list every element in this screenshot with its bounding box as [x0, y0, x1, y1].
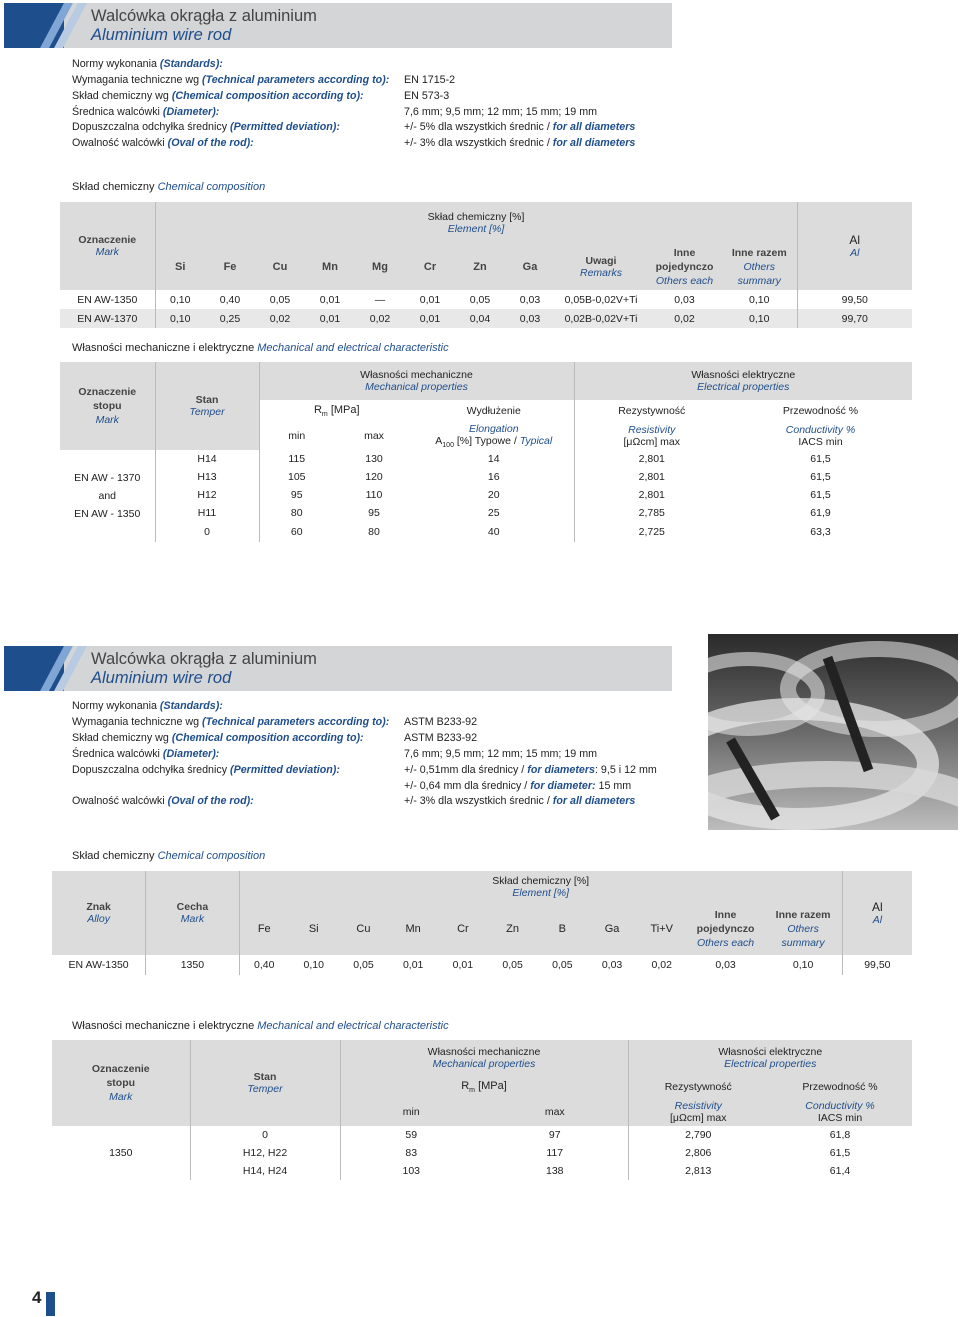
cell: 14 [414, 450, 574, 468]
table-row [60, 290, 912, 309]
cell: 61,8 [829, 1129, 851, 1141]
table-row [52, 1126, 912, 1144]
spec-diameter-value: 7,6 mm; 9,5 mm; 12 mm; 15 mm; 19 mm [404, 748, 598, 760]
cell: 0 [190, 1126, 340, 1144]
cell: 61,5 [810, 471, 831, 483]
table-row [52, 955, 912, 975]
element-header: Fe [257, 923, 271, 935]
page-title-en: Aluminium wire rod [91, 669, 232, 687]
cell: 0,04 [469, 312, 491, 325]
cell: 0,02B-0,02V+Ti [564, 312, 638, 325]
others-each-header: Inne pojedynczo Others each [655, 247, 714, 287]
table-row [60, 468, 912, 486]
chem-table-1 [60, 202, 912, 328]
cell: 61,9 [810, 507, 831, 519]
cell: — [374, 293, 386, 306]
cell: EN AW-1350 [68, 959, 129, 971]
cell: 61,5 [829, 1147, 851, 1159]
cell: H11 [155, 504, 259, 522]
cell: H12 [155, 486, 259, 504]
element-header: Cr [457, 923, 469, 935]
table-row [60, 504, 912, 522]
cell: 0,10 [792, 959, 814, 971]
element-header: Mg [372, 261, 388, 273]
cell: 2,801 [638, 453, 665, 465]
cell: 80 [290, 507, 303, 519]
spec-oval-value: +/- 3% dla wszystkich średnic / for all diameters [404, 795, 636, 807]
alloy-cell: EN AW - 1370 and EN AW - 1350 [60, 450, 155, 542]
cell: 2,813 [685, 1165, 712, 1177]
element-header: Si [308, 923, 319, 935]
cell: 95 [368, 507, 380, 519]
page-title-pl: Walcówka okrągła z aluminium [91, 7, 317, 25]
spec-diameter: Średnica walcówki (Diameter): [72, 106, 220, 118]
elongation-unit: Elongation $A_{100}$ [%] Typowe / Typical [414, 422, 574, 450]
temper-header: Stan Temper [190, 1040, 340, 1126]
section-heading-mech: Własności mechaniczne i elektryczne Mechanical and electrical characteristic [72, 342, 449, 354]
element-header: B [558, 923, 566, 935]
spec-chemical-value: EN 573-3 [404, 90, 450, 102]
cell: 0,03 [674, 293, 695, 306]
elongation-header: Wydłużenie [414, 400, 574, 422]
page-title-pl: Walcówka okrągła z aluminium [91, 650, 317, 668]
conductivity-unit: Conductivity % IACS min [785, 424, 856, 448]
spec-deviation-value: +/- 5% dla wszystkich średnic / for all diameters [404, 121, 636, 133]
element-header: Cr [423, 261, 437, 273]
element-header: Cu [356, 923, 371, 935]
cell: 97 [482, 1126, 628, 1144]
cell: 60 [290, 526, 303, 538]
cell: 138 [482, 1162, 628, 1180]
spec-standards: Normy wykonania (Standards): [72, 700, 223, 712]
alloy-mark-header: Oznaczenie stopu Mark [52, 1040, 190, 1126]
mech-table-2 [52, 1040, 912, 1180]
cell: 61,5 [810, 489, 831, 501]
spec-oval: Owalność walcówki (Oval of the rod): [72, 795, 254, 807]
cell: 0,01 [419, 293, 441, 306]
cell: 16 [414, 468, 574, 486]
remarks-header: Uwagi Remarks [579, 255, 622, 279]
mark-header: Oznaczenie Mark [60, 202, 155, 290]
spec-chemical: Skład chemiczny wg (Chemical composition according to): [72, 732, 364, 744]
cell: H13 [155, 468, 259, 486]
cell: 0,05 [469, 293, 491, 306]
cell: 0,05 [353, 959, 374, 971]
cell: EN AW-1370 [77, 312, 138, 325]
cell: 99,50 [842, 955, 912, 975]
element-header: Mn [405, 923, 421, 935]
cell: 40 [414, 522, 574, 542]
conductivity-header: Przewodność % [782, 405, 859, 417]
temper-header: Stan Temper [155, 362, 259, 450]
cell: 0,01 [452, 959, 474, 971]
page-title-en: Aluminium wire rod [91, 26, 232, 44]
spec-chemical: Skład chemiczny wg (Chemical composition according to): [72, 90, 364, 102]
al-header: Al Al [797, 202, 912, 290]
table-row [60, 486, 912, 504]
spec-chemical-value: ASTM B233-92 [404, 732, 478, 744]
cell: 2,790 [685, 1129, 712, 1141]
cell: 59 [405, 1129, 418, 1141]
elec-props-header: Własności elektryczne Electrical properties [691, 369, 796, 393]
resistivity-header: Rezystywność [664, 1081, 732, 1093]
cell: 2,801 [638, 471, 665, 483]
max-header: max [482, 1098, 628, 1126]
element-group-header: Skład chemiczny [%] Element [%] [492, 875, 590, 899]
cell: 0,01 [419, 312, 441, 325]
spec-standards: Normy wykonania (Standards): [72, 58, 223, 70]
others-sum-header: Inne razem Others summary [775, 909, 831, 949]
cell: 2,801 [638, 489, 665, 501]
cell: 80 [368, 526, 380, 538]
resistivity-unit: Resistivity [μΩcm] max [623, 424, 680, 448]
spec-diameter-value: 7,6 mm; 9,5 mm; 12 mm; 15 mm; 19 mm [404, 106, 598, 118]
cell: 0,10 [303, 959, 324, 971]
table-row [60, 450, 912, 468]
cell: 61,5 [810, 453, 831, 465]
title-band [4, 3, 672, 48]
cell: 0,10 [155, 290, 205, 309]
element-header: Zn [473, 261, 487, 273]
cell: 25 [414, 504, 574, 522]
spec-diameter: Średnica walcówki (Diameter): [72, 748, 220, 760]
cell: 0,40 [239, 955, 289, 975]
element-header: Cu [272, 261, 288, 273]
cell: 103 [402, 1165, 421, 1177]
element-header: Ga [522, 261, 538, 273]
cell: H14 [155, 450, 259, 468]
cell: 0,25 [219, 312, 241, 325]
cell: 99,50 [797, 290, 912, 309]
element-header: Ti+V [650, 923, 674, 935]
cell: 0,03 [601, 959, 623, 971]
spec-deviation: Dopuszczalna odchyłka średnicy (Permitted deviation): [72, 764, 340, 776]
spec-technical: Wymagania techniczne wg (Technical parameters according to): [72, 74, 390, 86]
conductivity-header: Przewodność % [802, 1081, 878, 1093]
cell: 0,03 [519, 312, 541, 325]
spec-deviation: Dopuszczalna odchyłka średnicy (Permitted deviation): [72, 121, 340, 133]
cell: EN AW-1350 [77, 293, 138, 306]
rm-header: $R_m$ [MPa] [313, 403, 360, 419]
cell: 0,02 [674, 312, 695, 325]
cell: 0,10 [749, 312, 770, 325]
others-each-header: Inne pojedynczo Others each [696, 909, 755, 949]
cell: 0,02 [651, 959, 672, 971]
element-header: Si [175, 261, 186, 273]
max-header: max [364, 430, 384, 442]
cell: H14, H24 [190, 1162, 340, 1180]
cell: 110 [365, 489, 383, 501]
cell: 95 [290, 489, 303, 501]
cell: 61,4 [829, 1165, 851, 1177]
page-number-bar [46, 1292, 55, 1316]
spec-oval-value: +/- 3% dla wszystkich średnic / for all diameters [404, 137, 636, 149]
cell: 0,01 [319, 293, 341, 306]
spec-deviation-value: +/- 0,51mm dla średnicy / for diameters: 9,5 i 12 mm [404, 764, 657, 776]
cell: 0 [155, 522, 259, 542]
resistivity-header: Rezystywność [618, 405, 686, 417]
cell: 99,70 [797, 309, 912, 328]
cell: 63,3 [810, 526, 831, 538]
spec-deviation-value-2: +/- 0,64 mm dla średnicy / for diameter: 15 mm [404, 780, 632, 792]
element-header: Fe [223, 261, 237, 273]
cell: 0,02 [369, 312, 391, 325]
cell: 0,03 [519, 293, 541, 306]
cell: H12, H22 [190, 1144, 340, 1162]
cell: 0,10 [155, 309, 205, 328]
cell: 0,05B-0,02V+Ti [564, 293, 638, 306]
table-row [60, 522, 912, 542]
alloy-mark-header: Oznaczenie stopu Mark [60, 362, 155, 450]
spec-technical-value: EN 1715-2 [404, 74, 456, 86]
cell: 0,01 [402, 959, 424, 971]
cell: 115 [288, 453, 306, 465]
min-header: min [288, 430, 306, 442]
mech-table-1 [60, 362, 912, 542]
cell: 0,03 [715, 959, 736, 971]
cell: 0,10 [749, 293, 770, 306]
cell: 130 [365, 453, 383, 465]
element-header: Ga [604, 923, 620, 935]
spec-technical-value: ASTM B233-92 [404, 716, 478, 728]
cell: 0,05 [552, 959, 573, 971]
section-heading-mech: Własności mechaniczne i elektryczne Mechanical and electrical characteristic [72, 1020, 449, 1032]
others-sum-header: Inne razem Others summary [731, 247, 787, 287]
conductivity-unit: Conductivity % IACS min [805, 1100, 875, 1124]
mech-props-header: Własności mechaniczne Mechanical properties [259, 362, 574, 400]
wire-coils-photo [708, 634, 958, 830]
alloy-header: Znak Alloy [52, 871, 146, 955]
cell: 0,01 [319, 312, 341, 325]
mark-header: Cecha Mark [146, 871, 239, 955]
cell: 0,05 [269, 293, 291, 306]
spec-oval: Owalność walcówki (Oval of the rod): [72, 137, 254, 149]
resistivity-unit: Resistivity [μΩcm] max [670, 1100, 727, 1124]
cell: 1350 [146, 955, 239, 975]
cell: 20 [414, 486, 574, 504]
cell: 2,725 [638, 526, 665, 538]
min-header: min [402, 1106, 420, 1118]
alloy-cell: 1350 [52, 1126, 190, 1180]
rm-header: $R_m$ [MPa] [340, 1076, 628, 1098]
element-header: Mn [322, 261, 338, 273]
cell: 105 [287, 471, 306, 483]
mech-props-header: Własności mechaniczne Mechanical properties [340, 1040, 628, 1076]
table-row [60, 309, 912, 328]
chem-table-2 [52, 871, 912, 975]
elec-props-header: Własności elektryczne Electrical properties [718, 1046, 823, 1070]
section-heading-chem: Skład chemiczny Chemical composition [72, 850, 266, 862]
cell: 0,40 [219, 293, 241, 306]
element-header: Zn [506, 923, 520, 935]
page-number: 4 [32, 1288, 42, 1307]
section-heading-chem: Skład chemiczny Chemical composition [72, 181, 266, 193]
cell: 2,785 [638, 507, 665, 519]
al-header: Al Al [842, 871, 912, 955]
cell: 0,02 [269, 312, 291, 325]
element-group-header: Skład chemiczny [%] Element [%] [427, 211, 525, 235]
cell: 2,806 [685, 1147, 712, 1159]
cell: 117 [482, 1144, 628, 1162]
spec-technical: Wymagania techniczne wg (Technical parameters according to): [72, 716, 390, 728]
title-band [4, 646, 672, 691]
cell: 83 [405, 1147, 418, 1159]
cell: 0,05 [502, 959, 523, 971]
cell: 120 [365, 471, 383, 483]
